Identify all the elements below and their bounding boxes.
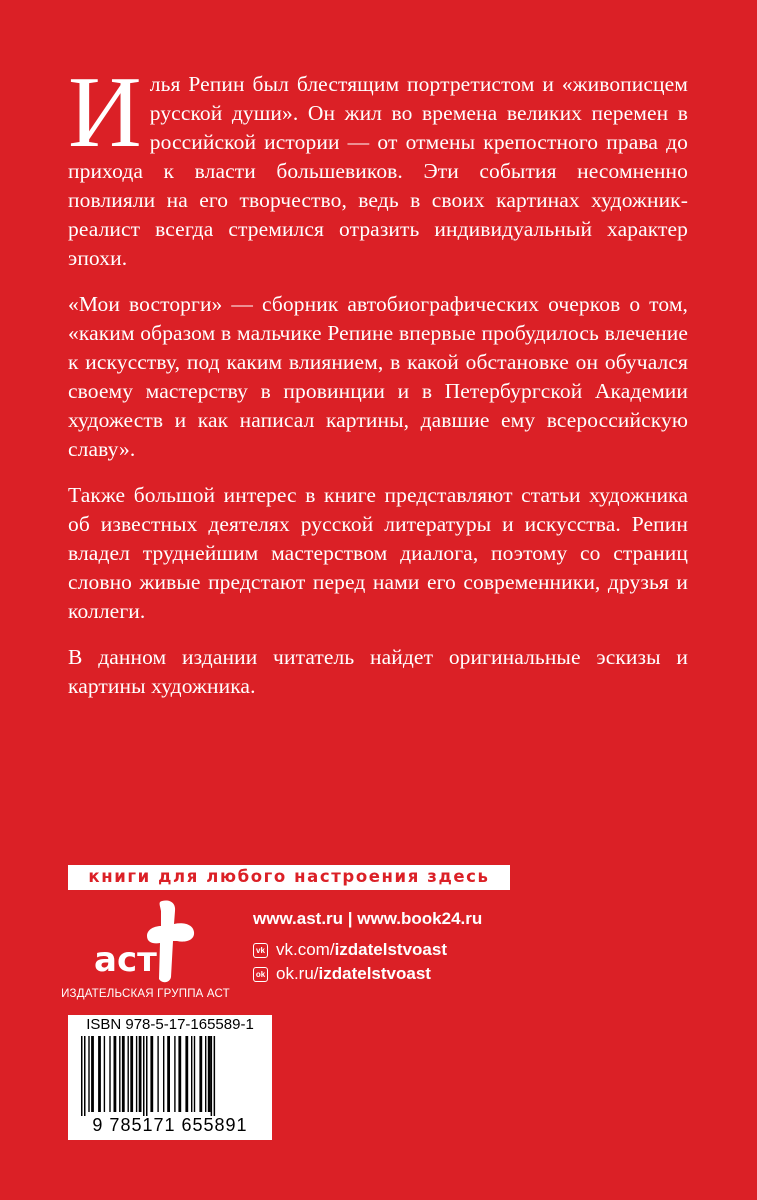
paragraph-1-text: лья Репин был блестящим портретистом и «живописцем русской души». Он жил во времена великих перемен в российской истории — от отмены крепостного права до прихода к власти большевиков. Эти события несомненно повлияли на его творчество, ведь в своих картинах художник-реалист всегда стремился отразить индивидуальный характер эпохи. [68,72,688,270]
barcode-bar [194,1036,195,1112]
barcode-digits: 9 785171 655891 [92,1115,248,1135]
barcode-bar [122,1036,125,1112]
barcode-box [68,1015,272,1140]
paragraph-1 [68,56,688,273]
vk-icon: vk [253,943,268,958]
barcode-bar [114,1036,117,1112]
paragraph-3: Также большой интерес в книге представляют статьи художника об известных деятелях русской литературы и искусства. Репин владел труднейшим мастерством диалога, поэтому со страниц словно живые предстают перед нами его современники, друзья и коллеги. [68,483,688,623]
isbn-label: ISBN 978-5-17-165589-1 [86,1016,254,1033]
tagline: книги для любого настроения здесь [88,867,490,886]
ok-icon: ok [253,967,268,982]
drop-cap: И [68,56,142,169]
vk-link[interactable] [253,938,482,962]
barcode-bar [208,1036,211,1112]
vk-prefix: vk.com/ [276,940,335,959]
publisher-name: ИЗДАТЕЛЬСКАЯ ГРУППА АСТ [61,988,230,1000]
barcode-bar [163,1036,164,1112]
barcode-bar [130,1036,133,1112]
vk-handle: izdatelstvoast [334,940,447,959]
barcode-bar [109,1036,110,1112]
barcode-bar [139,1036,142,1112]
tagline-bar [68,865,510,890]
barcode-bar [157,1036,158,1112]
ok-prefix: ok.ru/ [276,964,319,983]
website-links[interactable]: www.ast.ru | www.book24.ru [253,909,483,928]
barcode-bar [178,1036,181,1112]
barcode-bar [119,1036,120,1112]
ok-handle: izdatelstvoast [318,964,431,983]
barcode-bar [136,1036,137,1112]
barcode-bar [88,1036,89,1112]
barcode-bar [167,1036,170,1112]
barcode-bar [205,1036,206,1112]
barcode-bar [128,1036,129,1112]
logo-text: аст [94,940,157,980]
publisher-links [253,909,482,986]
barcode-bar [98,1036,101,1112]
barcode-bar [191,1036,192,1112]
ok-link[interactable] [253,962,482,986]
barcode-bar [174,1036,175,1112]
barcode-bar [150,1036,153,1112]
annotation-text [68,56,688,718]
barcode-bar [91,1036,94,1112]
barcode-bar [185,1036,188,1112]
ast-logo-icon [92,897,198,985]
paragraph-4: В данном издании читатель найдет оригинальные эскизы и картины художника. [68,645,688,698]
barcode-bars [75,1036,265,1116]
barcode-bar [199,1036,202,1112]
paragraph-2: «Мои восторги» — сборник автобиографических очерков о том, «каким образом в мальчике Репине впервые пробудилось влечение к искусству, под каким влиянием, в какой обстановке он обучался своему мастерству в провинции и в Петербургской Академии художеств и как написал картины, давшие ему всероссийскую славу». [68,292,688,461]
barcode-bar [104,1036,105,1112]
